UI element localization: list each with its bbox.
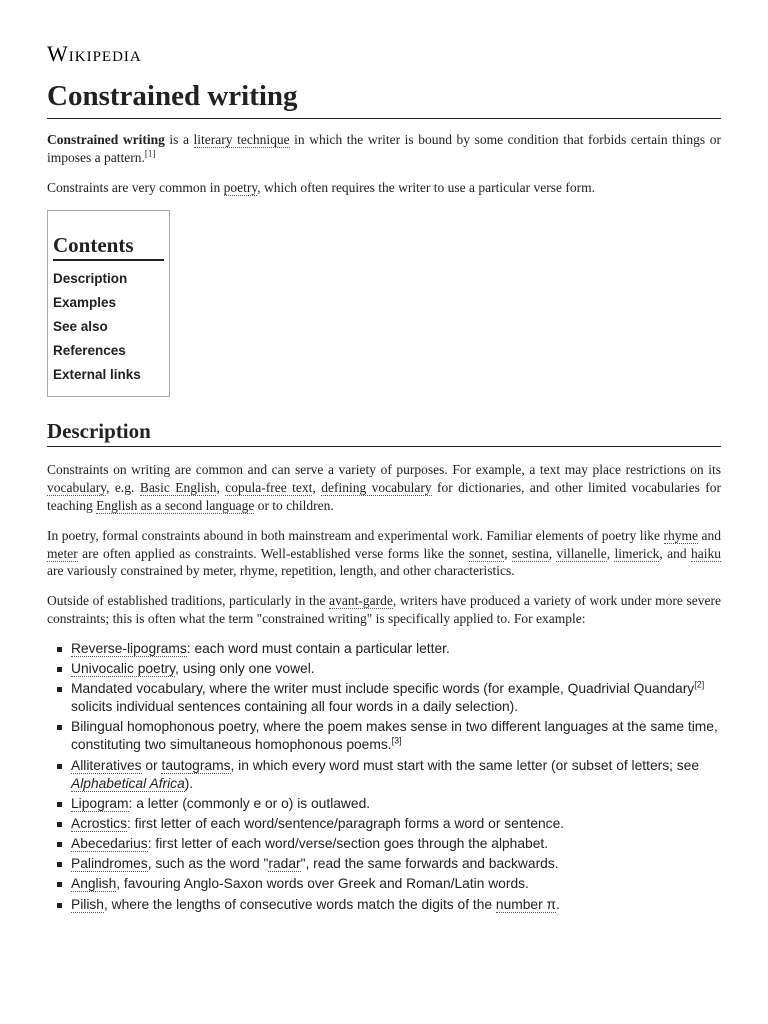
list-item: Lipogram: a letter (commonly e or o) is outlawed. [71, 795, 721, 813]
list-item: Alliteratives or tautograms, in which every word must start with the same letter (or subset of letters; see Alphabetical Africa). [71, 757, 721, 793]
link-pilish[interactable]: Pilish [71, 896, 104, 912]
link-limerick[interactable]: limerick [614, 545, 660, 561]
list-item: Anglish, favouring Anglo-Saxon words over Greek and Roman/Latin words. [71, 875, 721, 893]
link-defining-vocabulary[interactable]: defining vocabulary [321, 480, 432, 496]
link-poetry[interactable]: poetry [223, 179, 258, 195]
list-item: Reverse-lipograms: each word must contain a particular letter. [71, 640, 721, 658]
link-palindromes[interactable]: Palindromes [71, 856, 148, 872]
intro-paragraph-2: Constraints are very common in poetry, which often requires the writer to use a particular verse form. [47, 179, 595, 195]
link-vocabulary[interactable]: vocabulary [47, 480, 107, 496]
link-meter[interactable]: meter [47, 545, 78, 561]
toc-title: Contents [53, 233, 164, 261]
link-villanelle[interactable]: villanelle [556, 545, 607, 561]
article-content [47, 131, 721, 916]
toc-item-see-also[interactable]: See also [53, 318, 108, 334]
intro-paragraph-1: Constrained writing is a literary technique in which the writer is bound by some condition that forbids certain things or imposes a pattern.[1] [47, 132, 721, 165]
link-anglish[interactable]: Anglish [71, 876, 117, 892]
toc-item-external-links[interactable]: External links [53, 366, 141, 382]
page-title: Constrained writing [47, 76, 721, 119]
description-paragraph-3: Outside of established traditions, particularly in the avant-garde, writers have produced a variety of work under more severe constraints; this is often what the term "constrained writing" is specifically applied to. For example: [47, 593, 721, 626]
link-alphabetical-africa[interactable]: Alphabetical Africa [71, 775, 185, 791]
intro-bold-term: Constrained writing [47, 132, 165, 147]
list-item: Acrostics: first letter of each word/sentence/paragraph forms a word or sentence. [71, 815, 721, 833]
link-avant-garde[interactable]: avant-garde [329, 593, 393, 609]
wikipedia-wordmark[interactable]: Wikipedia [47, 41, 142, 66]
link-english-second-language[interactable]: English as a second language [96, 497, 255, 513]
reference-1[interactable]: [1] [144, 148, 156, 159]
link-sonnet[interactable]: sonnet [468, 545, 505, 561]
link-literary-technique[interactable]: literary technique [193, 132, 290, 147]
link-acrostics[interactable]: Acrostics [71, 815, 127, 831]
reference-3[interactable]: [3] [391, 735, 402, 746]
list-item: Palindromes, such as the word "radar", read the same forwards and backwards. [71, 855, 721, 873]
list-item: Mandated vocabulary, where the writer must include specific words (for example, Quadrivial Quandary[2] solicits individual sentences containing all four words in a daily selection). [71, 680, 721, 716]
link-lipogram[interactable]: Lipogram [71, 795, 129, 811]
list-item: Pilish, where the lengths of consecutive words match the digits of the number π. [71, 896, 721, 914]
link-tautograms[interactable]: tautograms [161, 757, 231, 773]
section-heading-description: Description [47, 419, 721, 447]
examples-list [47, 640, 721, 914]
link-abecedarius[interactable]: Abecedarius [71, 836, 148, 852]
reference-2[interactable]: [2] [694, 679, 705, 690]
description-paragraph-2: In poetry, formal constraints abound in both mainstream and experimental work. Familiar elements of poetry like rhyme and meter are often applied as constraints. Well-established verse forms like the sonnet, sestina, villanelle, limerick, and haiku are variously constrained by meter, rhyme, repetition, length, and other characteristics. [47, 527, 722, 579]
link-rhyme[interactable]: rhyme [663, 527, 698, 543]
list-item: Univocalic poetry, using only one vowel. [71, 660, 721, 678]
link-radar[interactable]: radar [268, 856, 301, 872]
link-basic-english[interactable]: Basic English [139, 480, 217, 496]
link-univocalic-poetry[interactable]: Univocalic poetry [71, 660, 176, 676]
link-alliteratives[interactable]: Alliteratives [71, 757, 142, 773]
table-of-contents [47, 210, 170, 397]
link-copula-free-text[interactable]: copula-free text [225, 480, 313, 496]
toc-item-examples[interactable]: Examples [53, 295, 117, 311]
link-number-pi[interactable]: number π [495, 896, 557, 912]
toc-item-references[interactable]: References [53, 342, 126, 358]
link-haiku[interactable]: haiku [691, 545, 722, 561]
list-item: Bilingual homophonous poetry, where the poem makes sense in two different languages at the same time, constituting two simultaneous homophonous poems.[3] [71, 718, 721, 754]
link-sestina[interactable]: sestina [511, 545, 549, 561]
toc-item-description[interactable]: Description [53, 271, 128, 287]
description-paragraph-1: Constraints on writing are common and can serve a variety of purposes. For example, a text may place restrictions on its vocabulary, e.g. Basic English, copula-free text, defining vocabulary for dictionaries, and other limited vocabularies for teaching English as a second language or to children. [47, 462, 722, 513]
link-reverse-lipograms[interactable]: Reverse-lipograms [71, 640, 187, 656]
list-item: Abecedarius: first letter of each word/verse/section goes through the alphabet. [71, 835, 721, 853]
